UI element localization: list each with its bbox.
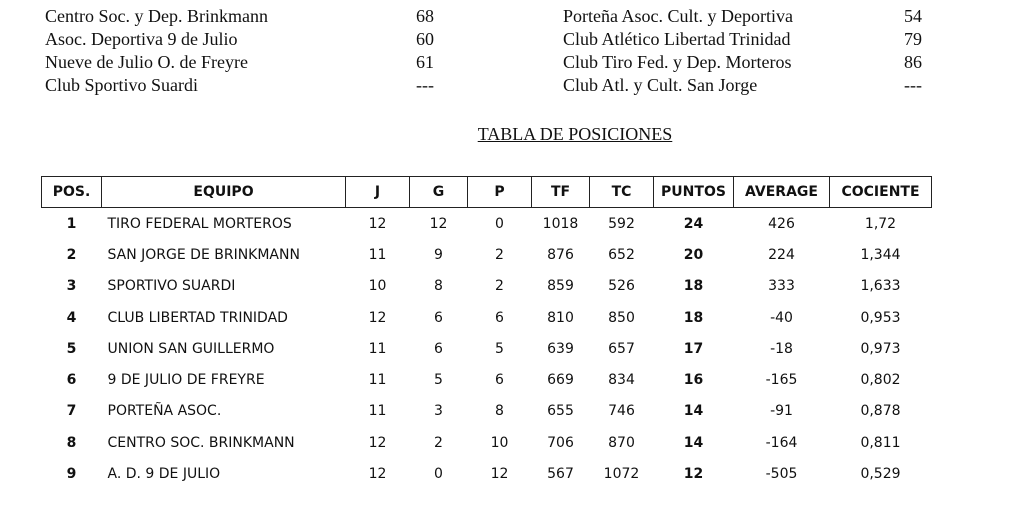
cell-g: 2	[434, 434, 443, 451]
header-average: AVERAGE	[734, 177, 830, 208]
cell-tc: 850	[608, 309, 635, 326]
table-row	[42, 427, 932, 458]
cell-cociente: 1,72	[864, 215, 897, 232]
result-left-score: 68	[416, 6, 434, 26]
cell-average: -164	[765, 434, 798, 451]
result-left-team: Centro Soc. y Dep. Brinkmann	[45, 6, 268, 26]
cell-tf: 706	[547, 434, 574, 451]
cell-cociente: 1,633	[860, 278, 901, 295]
cell-tc: 834	[608, 372, 635, 389]
cell-cociente: 0,878	[860, 403, 901, 420]
cell-p: 2	[495, 246, 504, 263]
cell-tf: 567	[547, 466, 574, 483]
cell-cociente: 0,529	[860, 466, 901, 483]
cell-cociente: 0,802	[860, 372, 901, 389]
table-row	[42, 333, 932, 364]
cell-g: 5	[434, 372, 443, 389]
table-row	[42, 239, 932, 270]
table-row	[42, 396, 932, 427]
cell-tc: 746	[608, 403, 635, 420]
cell-puntos: 14	[683, 403, 704, 420]
result-left-team: Nueve de Julio O. de Freyre	[45, 52, 248, 72]
cell-pos: 3	[66, 278, 77, 295]
table-title-text: TABLA DE POSICIONES	[477, 124, 673, 144]
cell-g: 9	[434, 246, 443, 263]
cell-average: -505	[765, 466, 798, 483]
cell-pos: 8	[66, 434, 77, 451]
result-left-score: ---	[416, 75, 434, 95]
header-p: P	[468, 177, 532, 208]
cell-cociente: 0,973	[860, 340, 901, 357]
cell-j: 12	[368, 309, 387, 326]
cell-p: 10	[490, 434, 509, 451]
cell-puntos: 14	[683, 434, 704, 451]
cell-average: -165	[765, 372, 798, 389]
cell-tf: 639	[547, 340, 574, 357]
result-left-team: Asoc. Deportiva 9 de Julio	[45, 29, 238, 49]
cell-j: 12	[368, 434, 387, 451]
cell-tf: 876	[547, 246, 574, 263]
cell-team: 9 DE JULIO DE FREYRE	[107, 372, 265, 389]
cell-average: -18	[770, 340, 793, 357]
header-g: G	[410, 177, 468, 208]
cell-g: 6	[434, 340, 443, 357]
cell-team: SPORTIVO SUARDI	[107, 278, 236, 295]
result-right-team: Porteña Asoc. Cult. y Deportiva	[563, 6, 793, 26]
cell-puntos: 24	[683, 215, 704, 232]
table-title	[0, 124, 1024, 145]
cell-tf: 669	[547, 372, 574, 389]
header-cociente: COCIENTE	[830, 177, 932, 208]
cell-g: 12	[429, 215, 448, 232]
header-j: J	[346, 177, 410, 208]
cell-j: 11	[368, 340, 387, 357]
cell-cociente: 0,953	[860, 309, 901, 326]
cell-pos: 2	[66, 246, 77, 263]
result-row	[0, 5, 1024, 28]
header-equipo: EQUIPO	[102, 177, 346, 208]
cell-p: 6	[495, 309, 504, 326]
header-pos: POS.	[42, 177, 102, 208]
cell-g: 8	[434, 278, 443, 295]
cell-g: 6	[434, 309, 443, 326]
result-right-team: Club Atl. y Cult. San Jorge	[563, 75, 758, 95]
result-right-score: 79	[904, 29, 922, 49]
table-row	[42, 302, 932, 333]
cell-average: 333	[768, 278, 795, 295]
table-row	[42, 208, 932, 240]
cell-p: 6	[495, 372, 504, 389]
cell-team: CENTRO SOC. BRINKMANN	[107, 434, 295, 451]
cell-puntos: 16	[683, 372, 704, 389]
cell-g: 3	[434, 403, 443, 420]
cell-j: 11	[368, 403, 387, 420]
cell-average: 426	[768, 215, 795, 232]
cell-tc: 592	[608, 215, 635, 232]
cell-pos: 9	[66, 466, 77, 483]
header-tf: TF	[532, 177, 590, 208]
cell-puntos: 17	[683, 340, 704, 357]
header-row	[42, 177, 932, 208]
result-left-score: 60	[416, 29, 434, 49]
result-right-score: 54	[904, 6, 922, 26]
cell-puntos: 18	[683, 278, 704, 295]
table-row	[42, 458, 932, 489]
cell-cociente: 0,811	[860, 434, 901, 451]
result-row	[0, 28, 1024, 51]
cell-j: 12	[368, 466, 387, 483]
cell-pos: 7	[66, 403, 77, 420]
cell-team: CLUB LIBERTAD TRINIDAD	[107, 309, 288, 326]
cell-p: 5	[495, 340, 504, 357]
table-row	[42, 271, 932, 302]
cell-cociente: 1,344	[860, 246, 901, 263]
result-row	[0, 51, 1024, 74]
cell-average: 224	[768, 246, 795, 263]
cell-tc: 870	[608, 434, 635, 451]
result-right-score: ---	[904, 75, 922, 95]
cell-p: 12	[490, 466, 509, 483]
cell-average: -40	[770, 309, 793, 326]
cell-team: SAN JORGE DE BRINKMANN	[107, 246, 300, 263]
cell-tc: 657	[608, 340, 635, 357]
cell-tc: 526	[608, 278, 635, 295]
cell-g: 0	[434, 466, 443, 483]
cell-pos: 5	[66, 340, 77, 357]
cell-p: 0	[495, 215, 504, 232]
result-right-team: Club Tiro Fed. y Dep. Morteros	[563, 52, 792, 72]
cell-team: PORTEÑA ASOC.	[107, 403, 222, 420]
header-puntos: PUNTOS	[654, 177, 734, 208]
cell-tf: 1018	[542, 215, 579, 232]
table-row	[42, 364, 932, 395]
cell-team: A. D. 9 DE JULIO	[107, 466, 221, 483]
cell-tf: 810	[547, 309, 574, 326]
cell-p: 2	[495, 278, 504, 295]
cell-average: -91	[770, 403, 793, 420]
result-right-score: 86	[904, 52, 922, 72]
cell-tc: 652	[608, 246, 635, 263]
result-right-team: Club Atlético Libertad Trinidad	[563, 29, 791, 49]
cell-j: 10	[368, 278, 387, 295]
cell-tc: 1072	[603, 466, 640, 483]
result-left-score: 61	[416, 52, 434, 72]
cell-puntos: 12	[683, 466, 704, 483]
cell-pos: 4	[66, 309, 77, 326]
result-row	[0, 74, 1024, 97]
cell-pos: 6	[66, 372, 77, 389]
cell-j: 12	[368, 215, 387, 232]
cell-puntos: 18	[683, 309, 704, 326]
match-results	[0, 5, 1024, 97]
cell-tf: 859	[547, 278, 574, 295]
standings-table	[41, 176, 932, 490]
cell-pos: 1	[66, 215, 77, 232]
cell-team: UNION SAN GUILLERMO	[107, 340, 275, 357]
result-left-team: Club Sportivo Suardi	[45, 75, 199, 95]
cell-tf: 655	[547, 403, 574, 420]
cell-j: 11	[368, 246, 387, 263]
cell-p: 8	[495, 403, 504, 420]
header-tc: TC	[590, 177, 654, 208]
cell-team: TIRO FEDERAL MORTEROS	[107, 215, 292, 232]
cell-j: 11	[368, 372, 387, 389]
cell-puntos: 20	[683, 246, 704, 263]
